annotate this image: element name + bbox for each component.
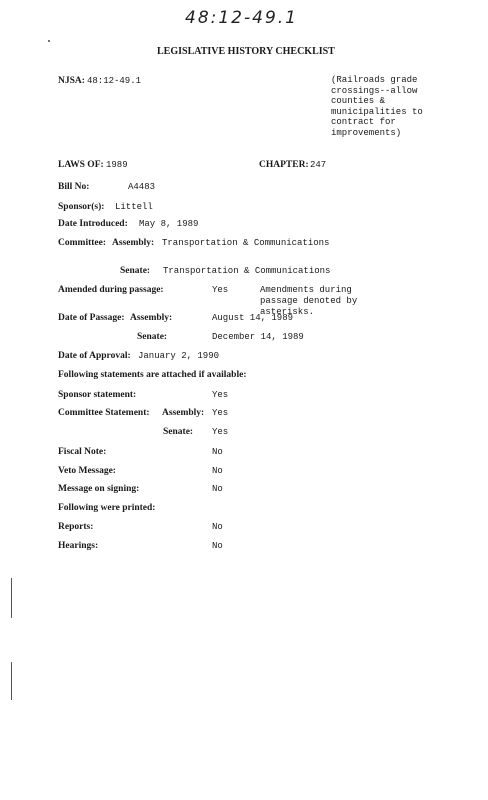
- statements-header: Following statements are attached if available:: [58, 370, 247, 380]
- committee-senate-label: Senate:: [120, 266, 151, 276]
- chapter-value: 247: [310, 160, 327, 170]
- committee-statement-label: Committee Statement:: [58, 408, 150, 418]
- committee-statement-senate-label: Senate:: [163, 427, 194, 437]
- message-on-signing-label: Message on signing:: [58, 484, 140, 494]
- amended-value: Yes: [212, 285, 229, 295]
- bill-no-label: Bill No:: [58, 182, 90, 192]
- passage-assembly-value: August 14, 1989: [212, 313, 294, 323]
- njsa-value: 48:12-49.1: [87, 76, 142, 86]
- bill-no-value: A4483: [128, 182, 156, 192]
- committee-senate-value: Transportation & Communications: [163, 266, 331, 276]
- message-on-signing-value: No: [212, 484, 223, 494]
- veto-message-label: Veto Message:: [58, 466, 116, 476]
- reports-label: Reports:: [58, 522, 94, 532]
- scan-speck: [48, 40, 50, 42]
- printed-header: Following were printed:: [58, 503, 156, 513]
- committee-statement-assembly-label: Assembly:: [162, 408, 205, 418]
- date-introduced-value: May 8, 1989: [139, 219, 199, 229]
- hearings-label: Hearings:: [58, 541, 99, 551]
- date-of-approval-value: January 2, 1990: [138, 351, 220, 361]
- committee-statement-senate-value: Yes: [212, 427, 229, 437]
- committee-assembly-value: Transportation & Communications: [162, 238, 330, 248]
- passage-assembly-label: Assembly:: [130, 313, 173, 323]
- chapter-label: CHAPTER:: [259, 160, 309, 170]
- laws-of-label: LAWS OF:: [58, 160, 104, 170]
- bill-description: (Railroads grade crossings--allow counties & municipalities to contract for improvements): [331, 75, 423, 138]
- fiscal-note-value: No: [212, 447, 223, 457]
- committee-assembly-label: Assembly:: [112, 238, 155, 248]
- njsa-label: NJSA:: [58, 76, 85, 86]
- date-introduced-label: Date Introduced:: [58, 219, 128, 229]
- passage-senate-value: December 14, 1989: [212, 332, 304, 342]
- amended-label: Amended during passage:: [58, 285, 164, 295]
- hearings-value: No: [212, 541, 223, 551]
- laws-of-value: 1989: [106, 160, 128, 170]
- sponsor-statement-value: Yes: [212, 390, 229, 400]
- sponsor-statement-label: Sponsor statement:: [58, 390, 137, 400]
- committee-label: Committee:: [58, 238, 107, 248]
- sponsors-label: Sponsor(s):: [58, 202, 105, 212]
- fiscal-note-label: Fiscal Note:: [58, 447, 107, 457]
- passage-senate-label: Senate:: [137, 332, 168, 342]
- scan-edge-line: [11, 578, 12, 618]
- handwritten-document-number: 48:12-49.1: [185, 8, 298, 28]
- committee-statement-assembly-value: Yes: [212, 408, 229, 418]
- reports-value: No: [212, 522, 223, 532]
- date-of-approval-label: Date of Approval:: [58, 351, 131, 361]
- date-of-passage-label: Date of Passage:: [58, 313, 125, 323]
- page-title: LEGISLATIVE HISTORY CHECKLIST: [157, 46, 335, 57]
- amendment-note: Amendments during passage denoted by asterisks.: [260, 285, 358, 317]
- veto-message-value: No: [212, 466, 223, 476]
- scan-edge-line: [11, 662, 12, 700]
- sponsors-value: Littell: [115, 202, 153, 212]
